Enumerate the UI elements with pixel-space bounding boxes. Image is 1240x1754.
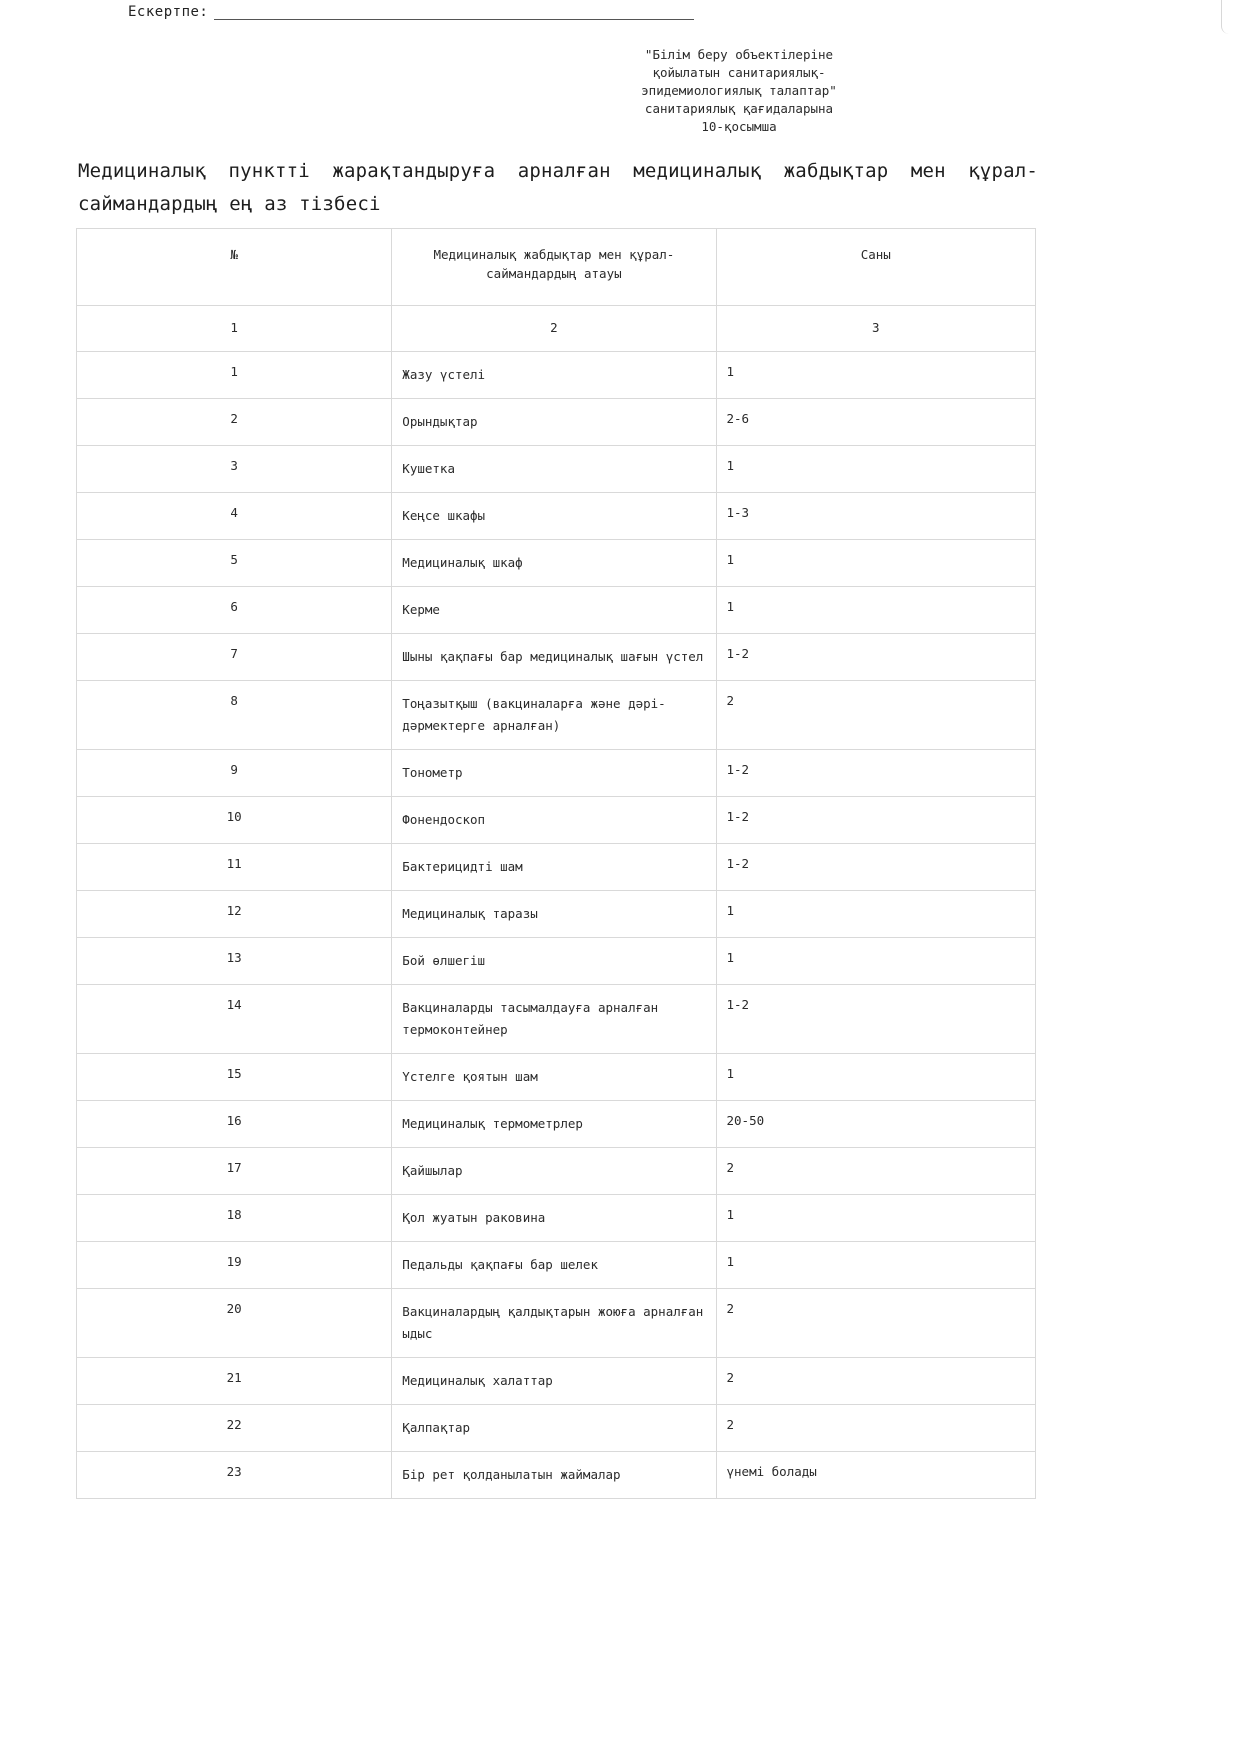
row-count: 1-3: [716, 493, 1036, 540]
note-line: [128, 4, 694, 20]
row-number: 13: [77, 938, 392, 985]
row-count: 1: [716, 540, 1036, 587]
row-count: 1: [716, 1054, 1036, 1101]
row-name: Бой өлшегіш: [392, 938, 716, 985]
table-row: [77, 634, 1036, 681]
table-row: [77, 891, 1036, 938]
row-name: Педальды қақпағы бар шелек: [392, 1242, 716, 1289]
row-name: Қалпақтар: [392, 1405, 716, 1452]
table-row: [77, 399, 1036, 446]
appendix-line-5: 10-қосымша: [701, 119, 777, 134]
row-name: Медициналық халаттар: [392, 1358, 716, 1405]
row-number: 4: [77, 493, 392, 540]
table-row: [77, 587, 1036, 634]
row-count: 1-2: [716, 797, 1036, 844]
row-number: 17: [77, 1148, 392, 1195]
row-name: Орындықтар: [392, 399, 716, 446]
row-number: 7: [77, 634, 392, 681]
appendix-line-4: санитариялық қағидаларына: [644, 101, 834, 116]
row-count: 1-2: [716, 750, 1036, 797]
table-header-row: [77, 229, 1036, 306]
row-name: Фонендоскоп: [392, 797, 716, 844]
row-name: Кушетка: [392, 446, 716, 493]
row-count: 1-2: [716, 634, 1036, 681]
row-number: 10: [77, 797, 392, 844]
row-number: 2: [77, 399, 392, 446]
table-row: [77, 1242, 1036, 1289]
row-count: 1: [716, 1195, 1036, 1242]
row-number: 19: [77, 1242, 392, 1289]
table-row: [77, 681, 1036, 750]
row-name: Медициналық таразы: [392, 891, 716, 938]
note-blank-line: [214, 6, 694, 20]
row-count: 1: [716, 352, 1036, 399]
row-name: Бактерицидті шам: [392, 844, 716, 891]
row-count: 1: [716, 587, 1036, 634]
row-number: 21: [77, 1358, 392, 1405]
numbering-cell-1: 1: [77, 306, 392, 352]
table-row: [77, 985, 1036, 1054]
row-number: 8: [77, 681, 392, 750]
table-row: [77, 493, 1036, 540]
note-label: Ескертпе:: [128, 4, 209, 20]
table-row: [77, 1101, 1036, 1148]
row-count: 1-2: [716, 985, 1036, 1054]
row-name: Вакциналарды тасымалдауға арналған термоконтейнер: [392, 985, 716, 1054]
row-number: 18: [77, 1195, 392, 1242]
table-row: [77, 750, 1036, 797]
row-number: 22: [77, 1405, 392, 1452]
row-count: үнемі болады: [716, 1452, 1036, 1499]
row-name: Вакциналардың қалдықтарын жоюға арналған ыдыс: [392, 1289, 716, 1358]
appendix-line-1: "Білім беру объектілеріне: [644, 47, 834, 62]
row-name: Медициналық шкаф: [392, 540, 716, 587]
table-row: [77, 938, 1036, 985]
appendix-reference: [524, 46, 954, 136]
column-header-count: Саны: [716, 229, 1036, 306]
row-number: 20: [77, 1289, 392, 1358]
row-name: Кеңсе шкафы: [392, 493, 716, 540]
row-count: 20-50: [716, 1101, 1036, 1148]
table-row: [77, 797, 1036, 844]
row-name: Қол жуатын раковина: [392, 1195, 716, 1242]
table-row: [77, 540, 1036, 587]
table-row: [77, 1405, 1036, 1452]
table-row: [77, 844, 1036, 891]
row-number: 16: [77, 1101, 392, 1148]
row-name: Шыны қақпағы бар медициналық шағын үстел: [392, 634, 716, 681]
row-count: 2: [716, 681, 1036, 750]
table-row: [77, 1148, 1036, 1195]
row-count: 1-2: [716, 844, 1036, 891]
table-body: [77, 306, 1036, 1499]
appendix-line-2: қойылатын санитариялық-: [652, 65, 826, 80]
row-number: 11: [77, 844, 392, 891]
row-name: Керме: [392, 587, 716, 634]
table-numbering-row: [77, 306, 1036, 352]
row-count: 1: [716, 446, 1036, 493]
numbering-cell-2: 2: [392, 306, 716, 352]
row-count: 2: [716, 1289, 1036, 1358]
table-header: [77, 229, 1036, 306]
row-name: Медициналық термометрлер: [392, 1101, 716, 1148]
row-number: 3: [77, 446, 392, 493]
row-count: 2-6: [716, 399, 1036, 446]
row-number: 15: [77, 1054, 392, 1101]
row-number: 14: [77, 985, 392, 1054]
row-count: 2: [716, 1358, 1036, 1405]
row-name: Үстелге қоятын шам: [392, 1054, 716, 1101]
row-count: 2: [716, 1405, 1036, 1452]
row-number: 12: [77, 891, 392, 938]
row-count: 1: [716, 1242, 1036, 1289]
table-row: [77, 1054, 1036, 1101]
table-row: [77, 1289, 1036, 1358]
row-number: 1: [77, 352, 392, 399]
column-header-number: №: [77, 229, 392, 306]
table-row: [77, 446, 1036, 493]
equipment-table: [76, 228, 1036, 1499]
row-count: 2: [716, 1148, 1036, 1195]
row-name: Бір рет қолданылатын жаймалар: [392, 1452, 716, 1499]
table-row: [77, 352, 1036, 399]
appendix-line-3: эпидемиологиялық талаптар": [641, 83, 837, 98]
row-number: 23: [77, 1452, 392, 1499]
table-row: [77, 1452, 1036, 1499]
row-number: 9: [77, 750, 392, 797]
row-name: Жазу үстелі: [392, 352, 716, 399]
page-corner-mark: [1221, 0, 1240, 34]
row-name: Қайшылар: [392, 1148, 716, 1195]
table-row: [77, 1195, 1036, 1242]
row-count: 1: [716, 938, 1036, 985]
page-title: Медициналық пунктті жарақтандыруға арналған медициналық жабдықтар мен құрал-саймандардың ең аз тізбесі: [78, 160, 1038, 215]
row-number: 5: [77, 540, 392, 587]
row-number: 6: [77, 587, 392, 634]
row-name: Тонометр: [392, 750, 716, 797]
table-row: [77, 1358, 1036, 1405]
row-name: Тоңазытқыш (вакциналарға және дәрі-дәрмектерге арналған): [392, 681, 716, 750]
numbering-cell-3: 3: [716, 306, 1036, 352]
row-count: 1: [716, 891, 1036, 938]
column-header-name: Медициналық жабдықтар мен құрал-саймандардың атауы: [392, 229, 716, 306]
